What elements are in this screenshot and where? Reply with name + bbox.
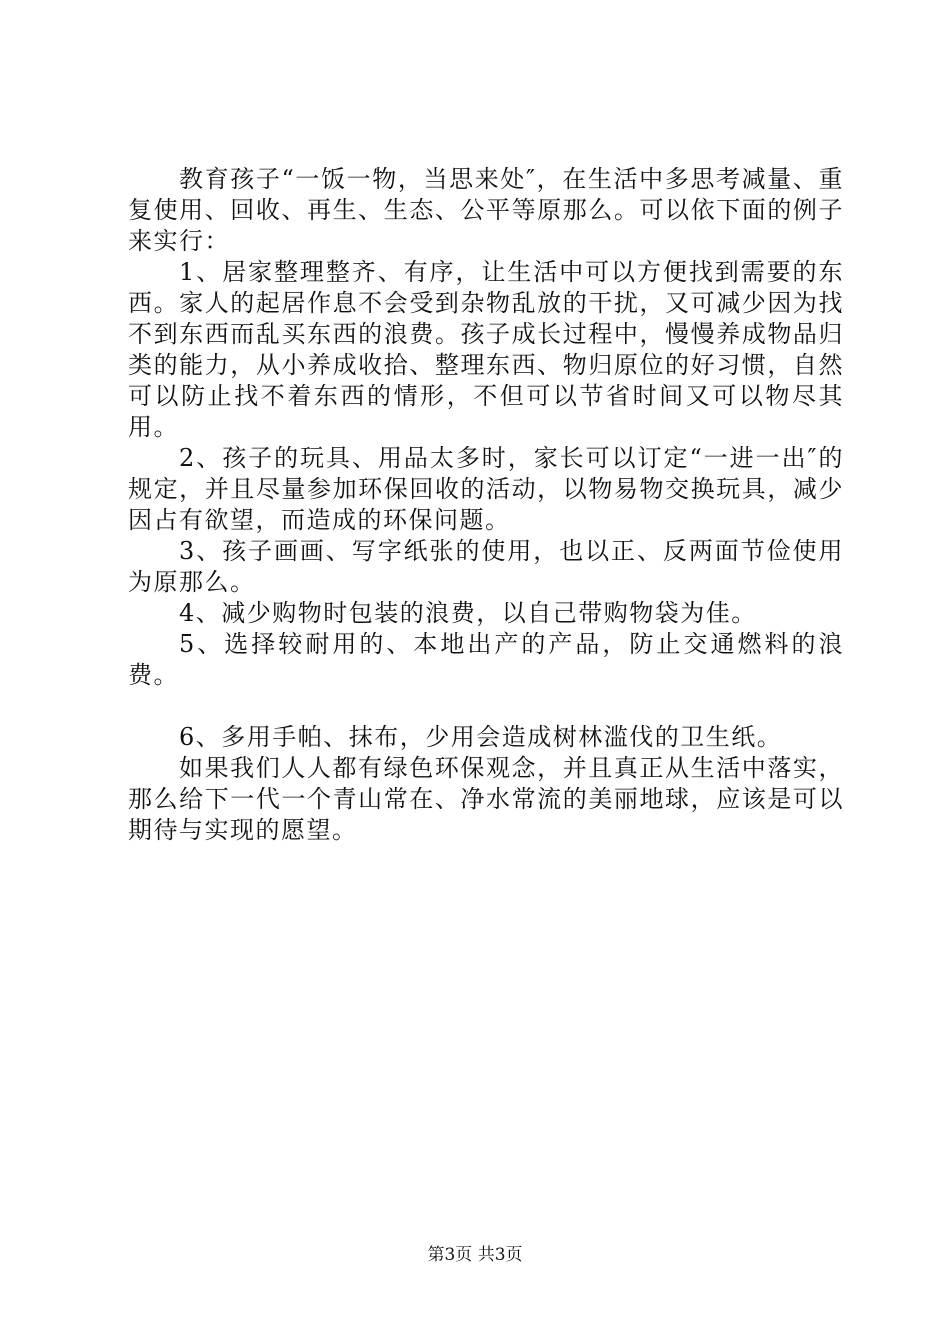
page-footer: [0, 1244, 950, 1266]
closing-paragraph: 如果我们人人都有绿色环保观念，并且真正从生活中落实，那么给下一代一个青山常在、净水常流的美丽地球，应该是可以期待与实现的愿望。: [128, 754, 844, 844]
item-paragraph-2: 2、孩子的玩具、用品太多时，家长可以订定“一进一出″的规定，并且尽量参加环保回收的活动，以物易物交换玩具，减少因占有欲望，而造成的环保问题。: [128, 444, 844, 534]
document-body: [128, 164, 844, 846]
item-paragraph-5: 5、选择较耐用的、本地出产的产品，防止交通燃料的浪费。: [128, 630, 844, 689]
item-paragraph-4: 4、减少购物时包装的浪费，以自己带购物袋为佳。: [179, 599, 757, 627]
intro-paragraph: 教育孩子“一饭一物，当思来处″，在生活中多思考减量、重复使用、回收、再生、生态、公平等原那么。可以依下面的例子来实行：: [128, 165, 844, 255]
page-number: 第3页 共3页: [427, 1245, 523, 1265]
item-paragraph-6: 6、多用手帕、抹布，少用会造成树林滥伐的卫生纸。: [179, 723, 783, 751]
item-paragraph-1: 1、居家整理整齐、有序，让生活中可以方便找到需要的东西。家人的起居作息不会受到杂物乱放的干扰，又可减少因为找不到东西而乱买东西的浪费。孩子成长过程中，慢慢养成物品归类的能力，从小养成收拾、整理东西、物归原位的好习惯，自然可以防止找不着东西的情形，不但可以节省时间又可以物尽其用。: [128, 258, 844, 441]
item-paragraph-3: 3、孩子画画、写字纸张的使用，也以正、反两面节俭使用为原那么。: [128, 537, 844, 596]
